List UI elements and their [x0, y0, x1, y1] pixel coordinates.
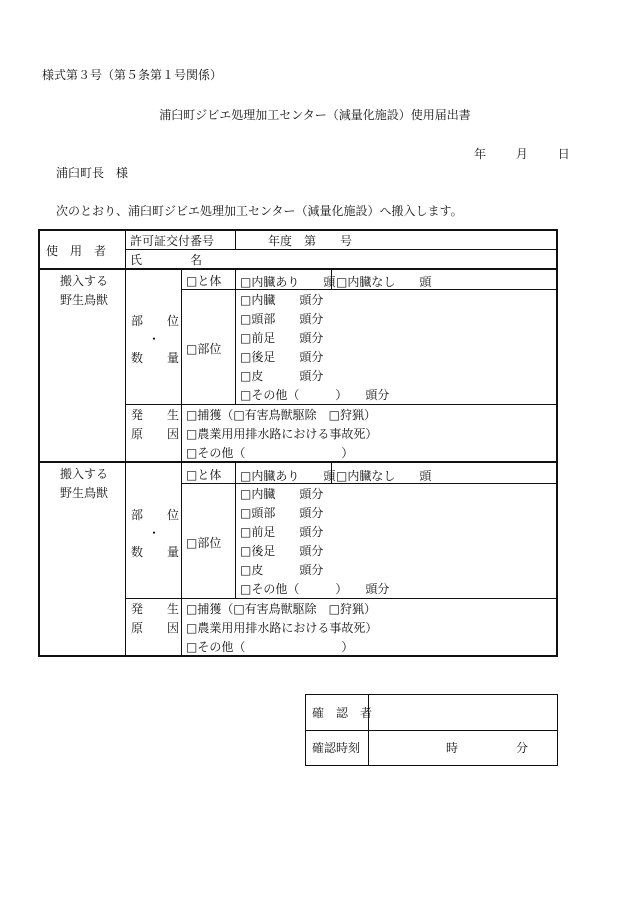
part-item-head[interactable]: □頭部 頭分 [240, 312, 324, 326]
page-title: 浦臼町ジビエ処理加工センター（減量化施設）使用届出書 [159, 108, 471, 122]
part-quantity-label: 数 量 [131, 545, 180, 559]
cause-label: 発 生 [131, 408, 180, 422]
part-checkbox[interactable]: □部位 [186, 342, 222, 356]
with-organs-checkbox[interactable]: □内臓あり 頭 [240, 469, 336, 483]
whole-carcass-checkbox[interactable]: □と体 [186, 274, 222, 288]
date-day-label: 日 [557, 147, 570, 161]
part-item-front-legs[interactable]: □前足 頭分 [240, 525, 324, 539]
part-item-hide[interactable]: □皮 頭分 [240, 369, 324, 383]
cause-other-checkbox[interactable]: □その他（ ） [186, 640, 354, 654]
part-quantity-label: 部 位 [131, 508, 180, 522]
part-item-hind-legs[interactable]: □後足 頭分 [240, 544, 324, 558]
with-organs-checkbox[interactable]: □内臓あり 頭 [240, 275, 336, 289]
animal-title-line2: 野生鳥獣 [60, 486, 109, 500]
date-month-label: 月 [515, 147, 528, 161]
cause-accident-checkbox[interactable]: □農業用用排水路における事故死） [186, 621, 378, 635]
part-item-other[interactable]: □その他（ ） 頭分 [240, 582, 390, 596]
date-line [474, 145, 570, 162]
cause-accident-checkbox[interactable]: □農業用用排水路における事故死） [186, 427, 378, 441]
confirm-time-label: 確認時刻 [312, 741, 361, 755]
part-item-head[interactable]: □頭部 頭分 [240, 506, 324, 520]
whole-carcass-checkbox[interactable]: □と体 [186, 468, 222, 482]
part-checkbox[interactable]: □部位 [186, 536, 222, 550]
part-item-organs[interactable]: □内臓 頭分 [240, 487, 324, 501]
user-label: 使 用 者 [46, 244, 107, 258]
name-label: 氏 名 [130, 253, 203, 267]
animal-title-line2: 野生鳥獣 [60, 293, 109, 307]
confirmer-label: 確 認 者 [312, 706, 373, 720]
part-quantity-label: 数 量 [131, 351, 180, 365]
permit-number-value[interactable]: 年度 第 号 [268, 234, 353, 248]
confirm-minute-label: 分 [516, 741, 529, 755]
cause-capture-checkbox[interactable]: □捕獲（□有害鳥獣駆除 □狩猟） [186, 602, 377, 616]
addressee: 浦臼町長 様 [56, 166, 129, 180]
without-organs-checkbox[interactable]: □内臓なし 頭 [336, 275, 432, 289]
part-item-hide[interactable]: □皮 頭分 [240, 563, 324, 577]
part-item-organs[interactable]: □内臓 頭分 [240, 293, 324, 307]
part-item-front-legs[interactable]: □前足 頭分 [240, 331, 324, 345]
cause-label: 発 生 [131, 602, 180, 616]
animal-title-line1: 搬入する [60, 274, 109, 288]
intro-text: 次のとおり、浦臼町ジビエ処理加工センター（減量化施設）へ搬入します。 [56, 204, 463, 218]
cause-label: 原 因 [131, 427, 180, 441]
part-item-hind-legs[interactable]: □後足 頭分 [240, 350, 324, 364]
without-organs-checkbox[interactable]: □内臓なし 頭 [336, 469, 432, 483]
part-item-other[interactable]: □その他（ ） 頭分 [240, 388, 390, 402]
date-year-label: 年 [474, 147, 487, 161]
confirm-hour-label: 時 [446, 741, 459, 755]
part-quantity-label: 部 位 [131, 314, 180, 328]
part-quantity-dot: ・ [148, 332, 161, 346]
permit-number-label: 許可証交付番号 [130, 234, 215, 248]
cause-other-checkbox[interactable]: □その他（ ） [186, 446, 354, 460]
form-number: 様式第３号（第５条第１号関係） [42, 68, 223, 82]
cause-capture-checkbox[interactable]: □捕獲（□有害鳥獣駆除 □狩猟） [186, 408, 377, 422]
cause-label: 原 因 [131, 621, 180, 635]
part-quantity-dot: ・ [148, 526, 161, 540]
animal-title-line1: 搬入する [60, 467, 109, 481]
